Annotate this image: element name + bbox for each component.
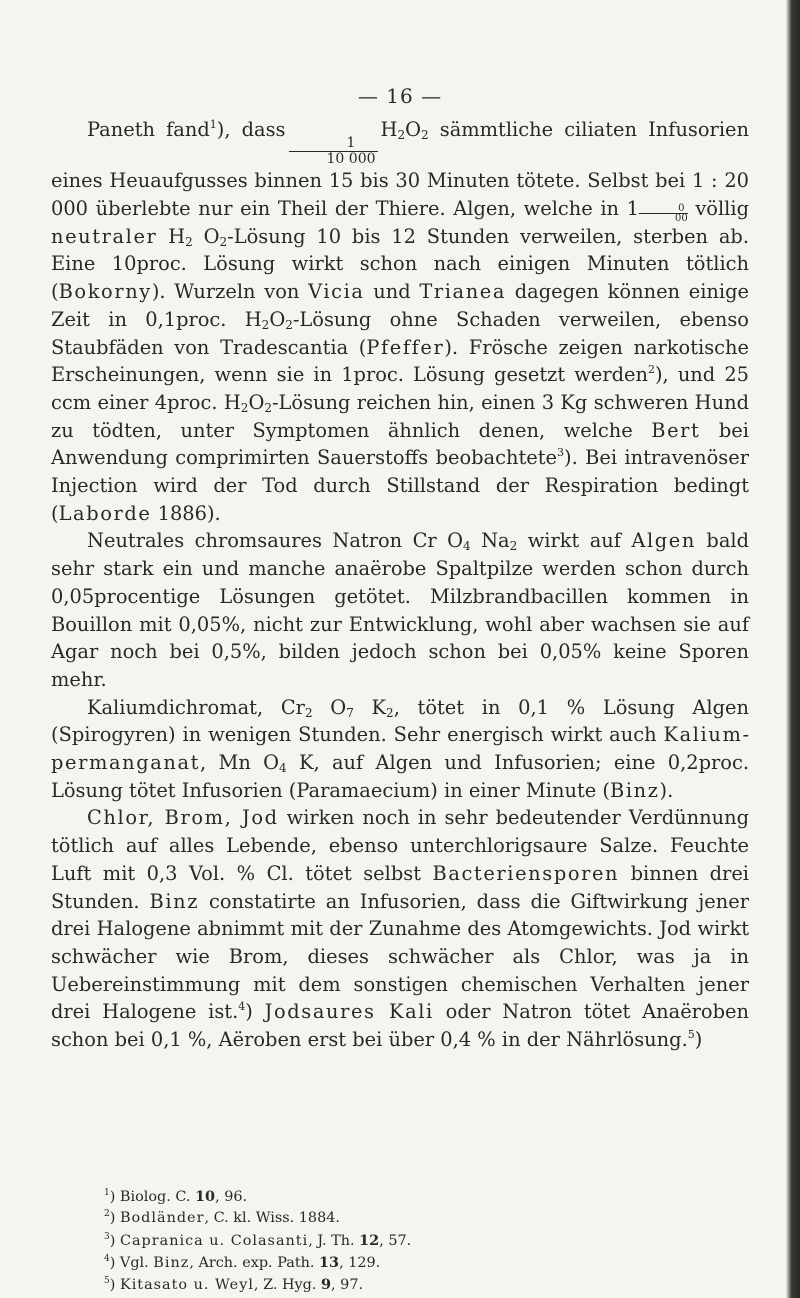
paragraph-dichromate: Kaliumdichromat, $Cr_2$ $O_7$ $K_2$, tötet in 0,1 % Lösung Algen (Spirogyren) in wenigen Stunden. Sehr energisch wirkt auch Kaliumpermanganat, Mn $O_4$ K, auf Algen und Infusorien; eine 0,2proc. Lösung tötet Infusorien (Paramaecium) in einer Minute (Binz). xyxy=(51,695,750,802)
page-number: — 16 — xyxy=(357,84,443,108)
footnote-2: $^2$) Bodländer, C. kl. Wiss. 1884. xyxy=(104,1209,340,1227)
footnote-ref[interactable]: 1 xyxy=(209,118,217,131)
footnote-3: $^3$) Capranica u. Colasanti, J. Th. 12, 57. xyxy=(104,1231,412,1249)
footnote-5: $^5$) Kitasato u. Weyl, Z. Hyg. 9, 97. xyxy=(104,1276,364,1294)
footnote-ref[interactable]: 5 xyxy=(687,1028,695,1042)
footnote-ref[interactable]: 2 xyxy=(647,363,655,377)
fraction: $\frac{1}{10 000}$ xyxy=(289,136,378,167)
footnote-ref[interactable]: 3 xyxy=(557,446,565,460)
footnote-1: $^1$) Biolog. C. 10, 96. xyxy=(104,1188,248,1205)
page-edge-shadow xyxy=(786,0,800,1298)
footnote-4: $^4$) Vgl. Binz, Arch. exp. Path. 13, 129. xyxy=(104,1253,381,1271)
paragraph-chromate: Neutrales chromsaures Natron Cr $O_4$ $Na_2$ wirkt auf Algen bald sehr stark ein und manche anaërobe Spaltpilze werden schon durch 0,05procentige Lösungen getötet. Milzbrandbacillen kommen in Bouillon mit 0,05%, nicht zur Entwicklung, wohl aber wachsen sie auf Agar noch bei 0,5%, bilden jedoch schon bei 0,05% keine Sporen mehr. xyxy=(51,529,749,691)
footnote-ref[interactable]: 4 xyxy=(238,1000,246,1014)
footnotes xyxy=(104,1186,724,1296)
paragraph-hydrogen-peroxide: Paneth fand$^1$), dass $\frac{1}{10 000}$ $H_2O_2$ sämmtliche ciliaten Infusorien eines Heuaufgusses binnen 15 bis 30 Minuten tötete. Selbst bei 1 : 20 000 überlebte nur ein Theil der Thiere. Algen, welche in 1 $\frac{0}{00}$ völlig neutraler $H_2$ $O_2$-Lösung 10 bis 12 Stunden verweilen, sterben ab. Eine 10proc. Lösung wirkt schon nach einigen Minuten tötlich (Bokorny). Wurzeln von Vicia und Trianea dagegen können einige Zeit in 0,1proc. $H_2O_2$-Lösung ohne Schaden verweilen, ebenso Staubfäden von Tradescantia (Pfeffer). Frösche zeigen narkotische Erscheinungen, wenn sie in 1proc. Lösung gesetzt werden$^2$), und 25 ccm einer 4proc. $H_2O_2$-Lösung reichen hin, einen 3 Kg schweren Hund zu tödten, unter Symptomen ähnlich denen, welche Bert bei Anwendung comprimirten Sauerstoffs beobachtete$^3$). Bei intravenöser Injection wird der Tod durch Stillstand der Respiration bedingt (Laborde 1886). xyxy=(51,118,750,525)
body-text xyxy=(51,116,749,1054)
paragraph-halogens: Chlor, Brom, Jod wirken noch in sehr bedeutender Verdünnung tötlich auf alles Lebende, ebenso unterchlorigsaure Salze. Feuchte Luft mit 0,3 Vol. % Cl. tötet selbst Bacteriensporen binnen drei Stunden. Binz constatirte an Infusorien, dass die Giftwirkung jener drei Halogene abnimmt mit der Zunahme des Atomgewichts. Jod wirkt schwächer wie Brom, dieses schwächer als Chlor, was ja in Uebereinstimmung mit dem sonstigen chemischen Verhalten jener drei Halogene ist.$^4$) Jodsaures Kali oder Natron tötet Anaëroben schon bei 0,1 %, Aëroben erst bei über 0,4 % in der Nährlösung.$^5$) xyxy=(51,806,750,1052)
per-mille-sign: $\frac{0}{00}$ xyxy=(639,204,688,223)
